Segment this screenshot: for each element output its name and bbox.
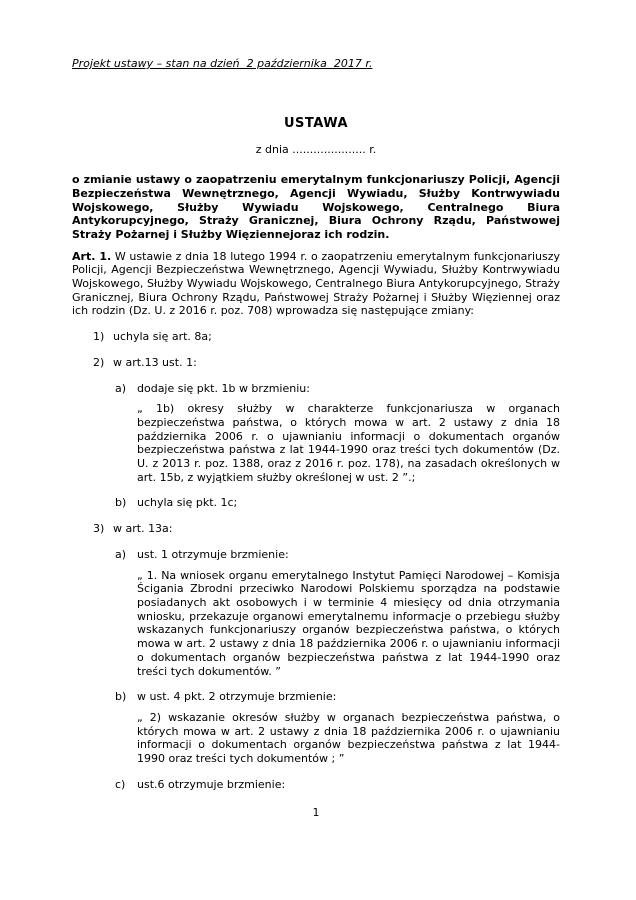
- amendments-list: [72, 330, 560, 791]
- date-placeholder-line: z dnia ..................... r.: [255, 143, 377, 157]
- amendment-sub-item-marker: b): [115, 496, 127, 510]
- article-1-label: Art. 1.: [72, 249, 112, 263]
- amendment-sub-item-marker: a): [115, 547, 127, 561]
- amendment-item: [93, 330, 560, 344]
- amendment-item: [93, 522, 560, 791]
- amendment-item-text: uchyla się art. 8a;: [113, 330, 212, 344]
- amendment-sub-item-text: ust.6 otrzymuje brzmienie:: [137, 777, 286, 791]
- amendment-sub-item-marker: a): [115, 381, 127, 395]
- amendment-sub-item: [113, 778, 560, 792]
- quoted-provision-text: „ 2) wskazanie okresów służby w organach bezpieczeństwa państwa, o których mowa w art. 2 ustawy z dnia 18 października 2006 r. o ujawnianiu informacji o dokumentach organów bezpieczeństwa państwa z lat 1944-1990 oraz treści tych dokumentów ; ”: [137, 710, 560, 766]
- amendment-item-marker: 2): [93, 355, 105, 369]
- amendment-item-marker: 3): [93, 522, 105, 536]
- page-number: 1: [312, 806, 320, 820]
- amendment-sub-item-body: [137, 382, 560, 485]
- amendment-item-text: w art. 13a:: [113, 522, 173, 536]
- quoted-provision-text: „ 1b) okresy służby w charakterze funkcjonariusza w organach bezpieczeństwa państwa, o których mowa w art. 2 ustawy z dnia 18 października 2006 r. o ujawnianiu informacji o dokumentach organów bezpieczeństwa państwa z lat 1944-1990 oraz treści tych dokumentów (Dz. U. z 2013 r. poz. 1388, oraz z 2016 r. poz. 178), na zasadach określonych w art. 15b, z wyjątkiem służby określonej w ust. 2 ”.;: [137, 402, 560, 484]
- amendment-item-text: w art.13 ust. 1:: [113, 355, 197, 369]
- amendment-sub-item-body: [137, 496, 560, 510]
- quoted-provision-text: „ 1. Na wniosek organu emerytalnego Instytut Pamięci Narodowej – Komisja Ścigania Zbrodni przeciwko Narodowi Polskiemu sporządza na podstawie posiadanych akt osobowych i w terminie 4 miesięcy od dnia otrzymania wniosku, przekazuje organowi emerytalnemu informacje o przebiegu służby wskazanych funkcjonariuszy organów bezpieczeństwa państwa, o których mowa w art. 2 ustawy z dnia 18 października 2006 r. o ujawnianiu informacji o dokumentach organów bezpieczeństwa państwa z lat 1944-1990 oraz treści tych dokumentów. ”: [137, 568, 560, 678]
- amendment-sub-item: [113, 690, 560, 766]
- amendment-sub-item: [113, 496, 560, 510]
- act-subject-paragraph: o zmianie ustawy o zaopatrzeniu emerytalnym funkcjonariuszy Policji, Agencji Bezpieczeństwa Wewnętrznego, Agencji Wywiadu, Służby Kontrwywiadu Wojskowego, Służby Wywiadu Wojskowego, Centralnego Biura Antykorupcyjnego, Straży Granicznej, Biura Ochrony Rządu, Państwowej Straży Pożarnej i Służby Więziennejoraz ich rodzin.: [72, 173, 560, 241]
- amendment-sub-item-body: [137, 548, 560, 678]
- draft-status-header: Projekt ustawy – stan na dzień 2 października 2017 r.: [72, 57, 373, 70]
- amendment-sub-item-text: uchyla się pkt. 1c;: [137, 496, 238, 510]
- amendment-sub-item-marker: b): [115, 690, 127, 704]
- article-1-text: W ustawie z dnia 18 lutego 1994 r. o zaopatrzeniu emerytalnym funkcjonariuszy Policji, Agencji Bezpieczeństwa Wewnętrznego, Agencji Wywiadu, Służby Kontrwywiadu Wojskowego, Służby Wywiadu Wojskowego, Centralnego Biura Antykorupcyjnego, Straży Granicznej, Biura Ochrony Rządu, Państwowej Straży Pożarnej i Służby Więziennej oraz ich rodzin (Dz. U. z 2016 r. poz. 708) wprowadza się następujące zmiany:: [72, 249, 560, 318]
- amendment-sub-item-text: dodaje się pkt. 1b w brzmieniu:: [137, 381, 310, 395]
- amendment-item-body: [113, 356, 560, 510]
- article-1-paragraph: [72, 250, 560, 319]
- document-title: USTAWA: [283, 115, 349, 131]
- amendment-sub-item-body: [137, 778, 560, 792]
- amendment-sub-item-body: [137, 690, 560, 766]
- amendment-sub-item-marker: c): [115, 777, 126, 791]
- amendment-sub-item: [113, 548, 560, 678]
- amendment-sub-item-text: ust. 1 otrzymuje brzmienie:: [137, 547, 289, 561]
- amendment-item-marker: 1): [93, 330, 105, 344]
- amendment-item-body: [113, 330, 560, 344]
- amendment-sub-item-text: w ust. 4 pkt. 2 otrzymuje brzmienie:: [137, 690, 337, 704]
- amendment-item-body: [113, 522, 560, 791]
- amendment-item: [93, 356, 560, 510]
- amendment-sub-item: [113, 382, 560, 485]
